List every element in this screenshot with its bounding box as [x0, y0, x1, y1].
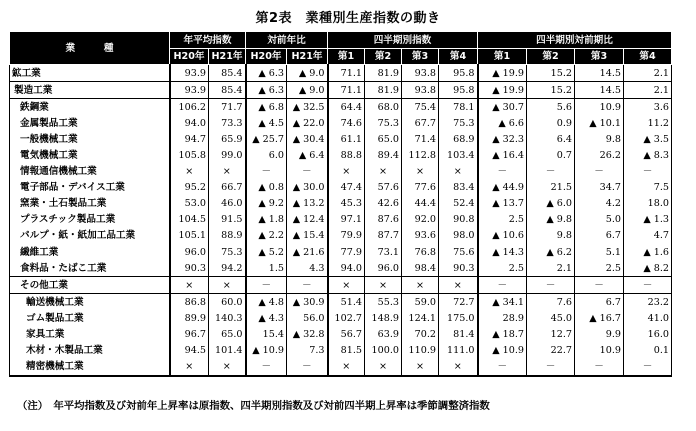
value-cell: 2.1 — [624, 65, 672, 82]
value-cell: 46.0 — [209, 196, 246, 212]
value-cell: 94.0 — [328, 260, 365, 277]
value-cell: × — [328, 164, 365, 180]
value-cell: 81.9 — [365, 65, 402, 82]
value-cell: × — [439, 164, 478, 180]
value-cell: 4.3 — [287, 260, 328, 277]
table-title: 第2表 業種別生産指数の動き — [255, 11, 441, 26]
value-cell: 98.4 — [402, 260, 439, 277]
value-cell: 72.7 — [439, 294, 478, 311]
value-cell: 95.8 — [439, 65, 478, 82]
value-cell: 5.0 — [575, 212, 624, 228]
industry-name: 木材・木製品工業 — [10, 343, 170, 359]
value-cell: 103.4 — [439, 147, 478, 163]
value-cell: － — [246, 359, 287, 376]
industry-name: その他工業 — [10, 277, 170, 294]
value-cell: 6.4 — [527, 131, 575, 147]
value-cell: 2.5 — [478, 212, 527, 228]
value-cell: ▲ 1.6 — [624, 244, 672, 260]
value-cell: 14.5 — [575, 65, 624, 82]
table-row — [10, 212, 672, 228]
subheader-3: H21年 — [287, 49, 328, 65]
value-cell: － — [478, 277, 527, 294]
value-cell: ▲ 9.0 — [287, 65, 328, 82]
value-cell: 140.3 — [209, 310, 246, 326]
value-cell: 105.1 — [170, 228, 209, 244]
value-cell: 93.8 — [402, 82, 439, 99]
value-cell: 7.3 — [287, 343, 328, 359]
value-cell: 85.4 — [209, 82, 246, 99]
value-cell: ▲ 16.4 — [478, 147, 527, 163]
value-cell: 95.2 — [170, 180, 209, 196]
value-cell: ▲ 13.2 — [287, 196, 328, 212]
value-cell: ▲ 9.8 — [527, 212, 575, 228]
value-cell: 77.6 — [402, 180, 439, 196]
industry-name: 家具工業 — [10, 327, 170, 343]
value-cell: ▲ 8.2 — [624, 260, 672, 277]
value-cell: 75.3 — [439, 115, 478, 131]
value-cell: × — [209, 164, 246, 180]
value-cell: ▲ 1.8 — [246, 212, 287, 228]
value-cell: ▲ 6.0 — [527, 196, 575, 212]
value-cell: 2.5 — [575, 260, 624, 277]
value-cell: 2.1 — [624, 82, 672, 99]
industry-name: 情報通信機械工業 — [10, 164, 170, 180]
value-cell: 5.6 — [527, 99, 575, 116]
value-cell: 96.7 — [170, 327, 209, 343]
value-cell: 23.2 — [624, 294, 672, 311]
value-cell: 45.0 — [527, 310, 575, 326]
value-cell: 101.4 — [209, 343, 246, 359]
value-cell: 6.7 — [575, 228, 624, 244]
value-cell: 61.1 — [328, 131, 365, 147]
value-cell: 57.6 — [365, 180, 402, 196]
value-cell: － — [478, 164, 527, 180]
value-cell: 71.1 — [328, 65, 365, 82]
value-cell: 53.0 — [170, 196, 209, 212]
subheader-8: 第1 — [478, 49, 527, 65]
value-cell: 76.8 — [402, 244, 439, 260]
value-cell: ▲ 22.0 — [287, 115, 328, 131]
value-cell: ▲ 4.8 — [246, 294, 287, 311]
value-cell: ▲ 4.5 — [246, 115, 287, 131]
value-cell: 175.0 — [439, 310, 478, 326]
subheader-6: 第3 — [402, 49, 439, 65]
value-cell: 14.5 — [575, 82, 624, 99]
value-cell: 96.0 — [365, 260, 402, 277]
value-cell: － — [287, 359, 328, 376]
value-cell: ▲ 18.7 — [478, 327, 527, 343]
value-cell: ▲ 34.1 — [478, 294, 527, 311]
value-cell: ▲ 19.9 — [478, 65, 527, 82]
value-cell: ▲ 30.0 — [287, 180, 328, 196]
value-cell: 34.7 — [575, 180, 624, 196]
value-cell: 92.0 — [402, 212, 439, 228]
value-cell: 89.9 — [170, 310, 209, 326]
value-cell: 83.4 — [439, 180, 478, 196]
table-row — [10, 196, 672, 212]
value-cell: ▲ 21.6 — [287, 244, 328, 260]
subheader-7: 第4 — [439, 49, 478, 65]
industry-name: 繊維工業 — [10, 244, 170, 260]
industry-name: ゴム製品工業 — [10, 310, 170, 326]
value-cell: 91.5 — [209, 212, 246, 228]
value-cell: 9.9 — [575, 327, 624, 343]
header-quarterly-change: 四半期別対前期比 — [478, 32, 672, 49]
value-cell: － — [575, 277, 624, 294]
value-cell: 9.8 — [575, 131, 624, 147]
value-cell: － — [287, 277, 328, 294]
value-cell: ▲ 3.5 — [624, 131, 672, 147]
subheader-11: 第4 — [624, 49, 672, 65]
industry-name: 製造工業 — [10, 82, 170, 99]
value-cell: 88.8 — [328, 147, 365, 163]
value-cell: 98.0 — [439, 228, 478, 244]
value-cell: ▲ 32.5 — [287, 99, 328, 116]
value-cell: 51.4 — [328, 294, 365, 311]
table-row — [10, 164, 672, 180]
industry-name: 金属製品工業 — [10, 115, 170, 131]
value-cell: 65.9 — [209, 131, 246, 147]
value-cell: ▲ 6.4 — [287, 147, 328, 163]
table-row — [10, 310, 672, 326]
value-cell: 81.9 — [365, 82, 402, 99]
value-cell: 0.9 — [527, 115, 575, 131]
value-cell: 41.0 — [624, 310, 672, 326]
industry-name: 輸送機械工業 — [10, 294, 170, 311]
value-cell: 100.0 — [365, 343, 402, 359]
value-cell: 2.5 — [478, 260, 527, 277]
subheader-10: 第3 — [575, 49, 624, 65]
value-cell: － — [624, 359, 672, 376]
value-cell: 4.7 — [624, 228, 672, 244]
value-cell: 56.7 — [328, 327, 365, 343]
value-cell: 0.1 — [624, 343, 672, 359]
value-cell: 75.6 — [439, 244, 478, 260]
table-row — [10, 228, 672, 244]
table-row — [10, 65, 672, 82]
value-cell: ▲ 32.3 — [478, 131, 527, 147]
value-cell: ▲ 6.3 — [246, 65, 287, 82]
value-cell: 28.9 — [478, 310, 527, 326]
value-cell: 66.7 — [209, 180, 246, 196]
industry-name: 電気機械工業 — [10, 147, 170, 163]
value-cell: ▲ 6.6 — [478, 115, 527, 131]
value-cell: 5.1 — [575, 244, 624, 260]
value-cell: 18.0 — [624, 196, 672, 212]
table-row — [10, 115, 672, 131]
value-cell: － — [287, 164, 328, 180]
value-cell: － — [575, 359, 624, 376]
value-cell: 68.9 — [439, 131, 478, 147]
value-cell: × — [328, 277, 365, 294]
value-cell: ▲ 15.4 — [287, 228, 328, 244]
value-cell: 75.4 — [402, 99, 439, 116]
header-industry: 業 種 — [10, 32, 170, 65]
value-cell: 105.8 — [170, 147, 209, 163]
value-cell: ▲ 1.3 — [624, 212, 672, 228]
value-cell: × — [402, 359, 439, 376]
value-cell: ▲ 6.2 — [527, 244, 575, 260]
value-cell: × — [209, 359, 246, 376]
value-cell: 90.8 — [439, 212, 478, 228]
value-cell: 56.0 — [287, 310, 328, 326]
value-cell: ▲ 0.8 — [246, 180, 287, 196]
value-cell: × — [170, 359, 209, 376]
value-cell: 111.0 — [439, 343, 478, 359]
table-row — [10, 180, 672, 196]
value-cell: × — [439, 277, 478, 294]
value-cell: 0.7 — [527, 147, 575, 163]
value-cell: 71.1 — [328, 82, 365, 99]
subheader-5: 第2 — [365, 49, 402, 65]
value-cell: 93.9 — [170, 82, 209, 99]
value-cell: 86.8 — [170, 294, 209, 311]
industry-name: 一般機械工業 — [10, 131, 170, 147]
value-cell: 47.4 — [328, 180, 365, 196]
table-row — [10, 99, 672, 116]
value-cell: 65.0 — [209, 327, 246, 343]
value-cell: 22.7 — [527, 343, 575, 359]
value-cell: 94.2 — [209, 260, 246, 277]
value-cell: ▲ 4.3 — [246, 310, 287, 326]
table-row — [10, 244, 672, 260]
value-cell: － — [624, 277, 672, 294]
value-cell: × — [365, 359, 402, 376]
value-cell: ▲ 10.1 — [575, 115, 624, 131]
table-row — [10, 82, 672, 99]
value-cell: ▲ 2.2 — [246, 228, 287, 244]
value-cell: 55.3 — [365, 294, 402, 311]
value-cell: 87.6 — [365, 212, 402, 228]
value-cell: 11.2 — [624, 115, 672, 131]
subheader-0: H20年 — [170, 49, 209, 65]
header-annual-avg: 年平均指数 — [170, 32, 246, 49]
value-cell: 85.4 — [209, 65, 246, 82]
value-cell: ▲ 12.4 — [287, 212, 328, 228]
value-cell: 94.5 — [170, 343, 209, 359]
table-row — [10, 277, 672, 294]
value-cell: ▲ 6.3 — [246, 82, 287, 99]
value-cell: 124.1 — [402, 310, 439, 326]
value-cell: 93.9 — [170, 65, 209, 82]
value-cell: ▲ 19.9 — [478, 82, 527, 99]
value-cell: ▲ 9.2 — [246, 196, 287, 212]
industry-name: 精密機械工業 — [10, 359, 170, 376]
value-cell: 106.2 — [170, 99, 209, 116]
value-cell: 1.5 — [246, 260, 287, 277]
value-cell: － — [478, 359, 527, 376]
value-cell: 89.4 — [365, 147, 402, 163]
value-cell: ▲ 10.9 — [246, 343, 287, 359]
value-cell: 93.6 — [402, 228, 439, 244]
value-cell: 65.0 — [365, 131, 402, 147]
industry-name: 食料品・たばこ工業 — [10, 260, 170, 277]
value-cell: － — [527, 164, 575, 180]
value-cell: ▲ 10.6 — [478, 228, 527, 244]
value-cell: 21.5 — [527, 180, 575, 196]
value-cell: 79.9 — [328, 228, 365, 244]
value-cell: 90.3 — [439, 260, 478, 277]
value-cell: 104.5 — [170, 212, 209, 228]
value-cell: 9.8 — [527, 228, 575, 244]
value-cell: － — [575, 164, 624, 180]
value-cell: ▲ 6.8 — [246, 99, 287, 116]
value-cell: 87.7 — [365, 228, 402, 244]
header-yoy: 対前年比 — [246, 32, 328, 49]
value-cell: － — [246, 164, 287, 180]
value-cell: ▲ 14.3 — [478, 244, 527, 260]
value-cell: 44.4 — [402, 196, 439, 212]
value-cell: 7.5 — [624, 180, 672, 196]
value-cell: × — [209, 277, 246, 294]
value-cell: × — [402, 164, 439, 180]
value-cell: － — [246, 277, 287, 294]
value-cell: 16.0 — [624, 327, 672, 343]
value-cell: 102.7 — [328, 310, 365, 326]
subheader-1: H21年 — [209, 49, 246, 65]
table-row — [10, 260, 672, 277]
value-cell: 94.7 — [170, 131, 209, 147]
value-cell: 97.1 — [328, 212, 365, 228]
value-cell: 73.3 — [209, 115, 246, 131]
value-cell: 68.0 — [365, 99, 402, 116]
industry-name: プラスチック製品工業 — [10, 212, 170, 228]
subheader-4: 第1 — [328, 49, 365, 65]
industry-name: 鉱工業 — [10, 65, 170, 82]
value-cell: ▲ 9.0 — [287, 82, 328, 99]
industry-name: 窯業・土石製品工業 — [10, 196, 170, 212]
value-cell: 3.6 — [624, 99, 672, 116]
value-cell: 12.7 — [527, 327, 575, 343]
table-row — [10, 343, 672, 359]
value-cell: × — [365, 164, 402, 180]
value-cell: × — [328, 359, 365, 376]
value-cell: ▲ 32.8 — [287, 327, 328, 343]
value-cell: 6.7 — [575, 294, 624, 311]
value-cell: 10.9 — [575, 99, 624, 116]
value-cell: ▲ 10.9 — [478, 343, 527, 359]
table-row — [10, 359, 672, 376]
value-cell: 112.8 — [402, 147, 439, 163]
value-cell: 42.6 — [365, 196, 402, 212]
industry-name: パルプ・紙・紙加工品工業 — [10, 228, 170, 244]
value-cell: 73.1 — [365, 244, 402, 260]
value-cell: × — [170, 277, 209, 294]
value-cell: 64.4 — [328, 99, 365, 116]
value-cell: ▲ 44.9 — [478, 180, 527, 196]
value-cell: 75.3 — [209, 244, 246, 260]
value-cell: 88.9 — [209, 228, 246, 244]
value-cell: 81.4 — [439, 327, 478, 343]
value-cell: ▲ 25.7 — [246, 131, 287, 147]
value-cell: × — [365, 277, 402, 294]
value-cell: ▲ 13.7 — [478, 196, 527, 212]
value-cell: 4.2 — [575, 196, 624, 212]
table-row — [10, 147, 672, 163]
subheader-2: H20年 — [246, 49, 287, 65]
table-row — [10, 131, 672, 147]
value-cell: － — [527, 277, 575, 294]
value-cell: － — [624, 164, 672, 180]
value-cell: 94.0 — [170, 115, 209, 131]
value-cell: 45.3 — [328, 196, 365, 212]
industry-name: 電子部品・デバイス工業 — [10, 180, 170, 196]
value-cell: ▲ 5.2 — [246, 244, 287, 260]
table-row — [10, 327, 672, 343]
value-cell: 74.6 — [328, 115, 365, 131]
value-cell: 26.2 — [575, 147, 624, 163]
value-cell: 78.1 — [439, 99, 478, 116]
table-row — [10, 294, 672, 311]
value-cell: 95.8 — [439, 82, 478, 99]
value-cell: 148.9 — [365, 310, 402, 326]
value-cell: × — [170, 164, 209, 180]
footnote: （注） 年平均指数及び対前年上昇率は原指数、四半期別指数及び対前四半期上昇率は季節調整済指数 — [17, 400, 490, 412]
value-cell: 99.0 — [209, 147, 246, 163]
value-cell: － — [527, 359, 575, 376]
value-cell: 93.8 — [402, 65, 439, 82]
subheader-9: 第2 — [527, 49, 575, 65]
value-cell: 7.6 — [527, 294, 575, 311]
value-cell: 59.0 — [402, 294, 439, 311]
value-cell: 6.0 — [246, 147, 287, 163]
value-cell: 96.0 — [170, 244, 209, 260]
value-cell: ▲ 30.7 — [478, 99, 527, 116]
value-cell: 2.1 — [527, 260, 575, 277]
value-cell: ▲ 16.7 — [575, 310, 624, 326]
value-cell: 67.7 — [402, 115, 439, 131]
value-cell: 75.3 — [365, 115, 402, 131]
value-cell: 81.5 — [328, 343, 365, 359]
value-cell: 71.4 — [402, 131, 439, 147]
industry-name: 鉄鋼業 — [10, 99, 170, 116]
value-cell: 15.4 — [246, 327, 287, 343]
value-cell: ▲ 30.9 — [287, 294, 328, 311]
value-cell: ▲ 30.4 — [287, 131, 328, 147]
value-cell: ▲ 8.3 — [624, 147, 672, 163]
value-cell: 90.3 — [170, 260, 209, 277]
value-cell: 70.2 — [402, 327, 439, 343]
value-cell: × — [439, 359, 478, 376]
value-cell: 15.2 — [527, 82, 575, 99]
value-cell: 63.9 — [365, 327, 402, 343]
value-cell: 77.9 — [328, 244, 365, 260]
value-cell: 71.7 — [209, 99, 246, 116]
production-index-table — [9, 31, 672, 377]
header-quarterly-index: 四半期別指数 — [328, 32, 478, 49]
value-cell: 60.0 — [209, 294, 246, 311]
value-cell: 15.2 — [527, 65, 575, 82]
value-cell: 52.4 — [439, 196, 478, 212]
value-cell: 10.9 — [575, 343, 624, 359]
value-cell: 110.9 — [402, 343, 439, 359]
value-cell: × — [402, 277, 439, 294]
